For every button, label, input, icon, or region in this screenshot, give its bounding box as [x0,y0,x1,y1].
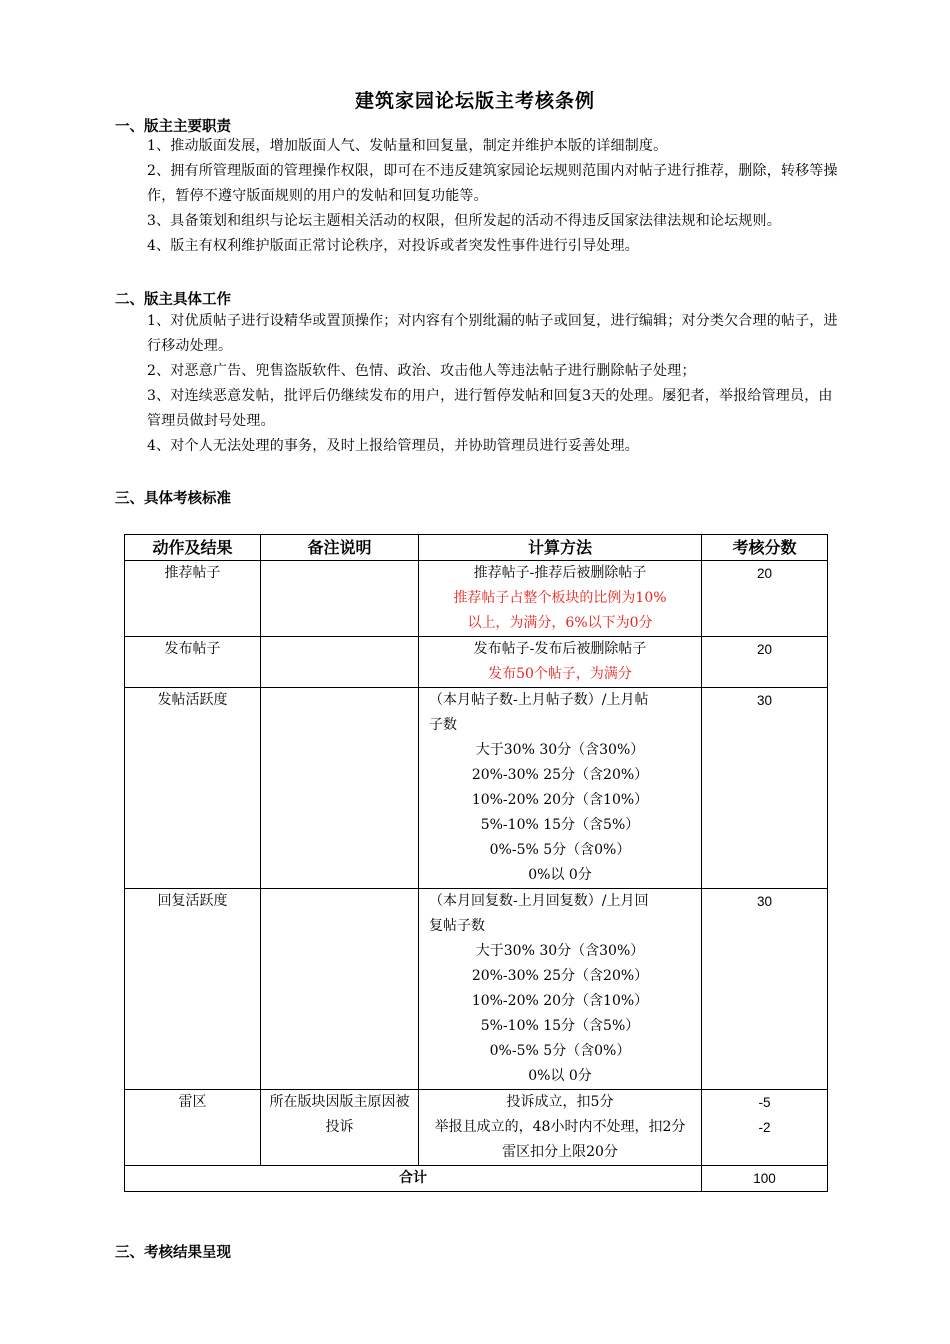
paragraph: 1、对优质帖子进行设精华或置顶操作；对内容有个别纰漏的帖子或回复，进行编辑；对分类欠合理的帖子，进行移动处理。 [147,313,838,354]
cell-score: 20 [702,561,828,637]
method-line: 10%-20% 20分（含10%） [471,792,649,808]
method-line: 大于30% 30分（含30%） [475,742,645,758]
method-line: 举报且成立的，48小时内不处理，扣2分 [434,1119,686,1135]
method-line-highlight: 推荐帖子占整个板块的比例为10% [453,590,667,606]
method-line: 大于30% 30分（含30%） [475,943,645,959]
cell-method [419,889,702,1090]
score-line: -5 [758,1095,771,1110]
table-row [125,637,828,688]
cell-action: 发布帖子 [125,637,261,688]
cell-note: 所在版块因版主原因被投诉 [261,1090,419,1166]
method-formula: （本月回复数-上月回复数）/上月回 [429,893,649,909]
document-title: 建筑家园论坛版主考核条例 [354,90,595,112]
cell-note [261,561,419,637]
table-header-row [125,535,828,561]
method-line: 推荐帖子-推荐后被删除帖子 [473,565,647,581]
method-line: 发布帖子-发布后被删除帖子 [473,641,647,657]
method-line: 0%以 0分 [528,867,592,883]
header-note: 备注说明 [261,535,419,561]
paragraph: 2、对恶意广告、兜售盗版软件、色情、政治、攻击他人等违法帖子进行删除帖子处理； [147,363,696,379]
cell-method [419,688,702,889]
method-line: 5%-10% 15分（含5%） [480,1018,640,1034]
table-total-row [125,1166,828,1192]
total-label: 合计 [125,1166,702,1192]
cell-note [261,688,419,889]
cell-method [419,561,702,637]
header-method: 计算方法 [419,535,702,561]
method-line-highlight: 以上，为满分，6%以下为0分 [467,615,653,631]
cell-note [261,637,419,688]
cell-note [261,889,419,1090]
method-line: 20%-30% 25分（含20%） [471,968,649,984]
method-line: 5%-10% 15分（含5%） [480,817,640,833]
paragraph: 4、对个人无法处理的事务，及时上报给管理员，并协助管理员进行妥善处理。 [147,438,639,454]
cell-action: 推荐帖子 [125,561,261,637]
section-heading-4: 三、考核结果呈现 [115,1244,231,1261]
method-line: 20%-30% 25分（含20%） [471,767,649,783]
cell-method [419,1090,702,1166]
method-formula: 子数 [429,717,457,733]
method-line: 0%-5% 5分（含0%） [489,1043,631,1059]
paragraph: 1、推动版面发展，增加版面人气、发帖量和回复量，制定并维护本版的详细制度。 [147,138,668,154]
section-1-body [147,134,839,259]
table-row [125,889,828,1090]
paragraph: 3、具备策划和组织与论坛主题相关活动的权限，但所发起的活动不得违反国家法律法规和论坛规则。 [147,213,781,229]
header-score: 考核分数 [702,535,828,561]
cell-score: 20 [702,637,828,688]
section-heading-1: 一、版主主要职责 [115,118,231,135]
method-line-highlight: 发布50个帖子，为满分 [488,666,632,682]
header-action: 动作及结果 [125,535,261,561]
section-heading-2: 二、版主具体工作 [115,291,231,308]
method-line: 投诉成立，扣5分 [506,1094,614,1110]
cell-score: 30 [702,688,828,889]
cell-method [419,637,702,688]
section-2-body [147,309,839,459]
table-row [125,688,828,889]
section-heading-3: 三、具体考核标准 [115,490,231,507]
paragraph: 4、版主有权利维护版面正常讨论秩序，对投诉或者突发性事件进行引导处理。 [147,238,639,254]
method-line: 10%-20% 20分（含10%） [471,993,649,1009]
cell-score [702,1090,828,1166]
score-line: -2 [758,1120,771,1135]
table-row [125,561,828,637]
assessment-table [124,534,828,1192]
method-formula: 复帖子数 [429,918,485,934]
cell-action: 雷区 [125,1090,261,1166]
paragraph: 2、拥有所管理版面的管理操作权限，即可在不违反建筑家园论坛规则范围内对帖子进行推荐，删除，转移等操作，暂停不遵守版面规则的用户的发帖和回复功能等。 [147,163,838,204]
method-line: 雷区扣分上限20分 [502,1144,618,1160]
method-line: 0%以 0分 [528,1068,592,1084]
cell-action: 发帖活跃度 [125,688,261,889]
method-formula: （本月帖子数-上月帖子数）/上月帖 [429,692,649,708]
table-row [125,1090,828,1166]
total-score: 100 [702,1166,828,1192]
cell-action: 回复活跃度 [125,889,261,1090]
method-line: 0%-5% 5分（含0%） [489,842,631,858]
paragraph: 3、对连续恶意发帖，批评后仍继续发布的用户，进行暂停发帖和回复3天的处理。屡犯者，举报给管理员，由管理员做封号处理。 [147,388,833,429]
cell-score: 30 [702,889,828,1090]
